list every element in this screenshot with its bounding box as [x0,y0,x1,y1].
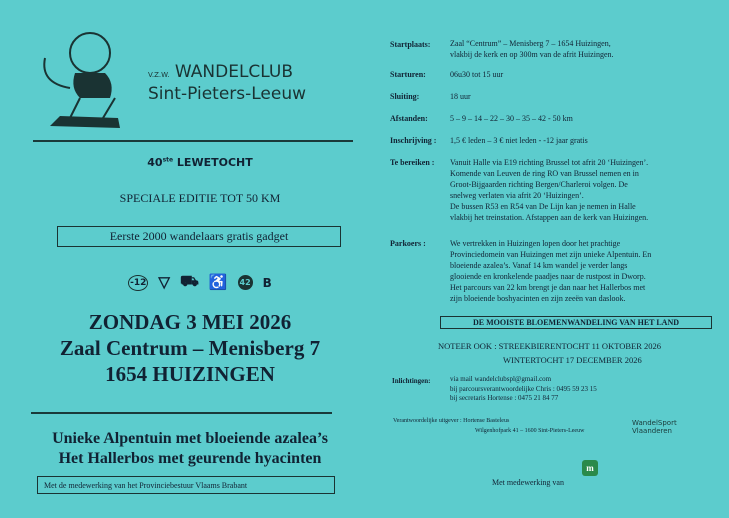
inlichtingen-value [450,375,597,404]
highlights [20,429,360,469]
edition-suffix: ste [162,156,174,164]
bereiken-value [450,157,720,223]
award-42-icon: 42 [238,275,253,290]
special-edition: SPECIALE EDITIE TOT 50 KM [119,191,281,205]
club-prefix: V.Z.W. [148,71,170,79]
contact-hortense: bij secretaris Hortense : 0475 21 84 77 [450,394,559,402]
inschrijving-label: Inschrijving : [390,136,437,145]
club-title [148,62,293,82]
lion-logo [40,28,130,133]
startplaats-label: Startplaats: [390,40,431,49]
icon-row [40,273,360,292]
bereiken-label: Te bereiken : [390,158,435,167]
text-line: Provinciedomein van Huizingen met zijn unieke Alpentuin. En [450,250,652,259]
parkoers-value [450,238,720,304]
text-line: Het parcours van 22 km brengt je dan naar het Hallerbos met [450,283,646,292]
text-line: glooiende en kronkelende paadjes naar de rustpost in Dworp. [450,272,646,281]
afstanden-label: Afstanden: [390,114,428,123]
sluiting-label: Sluiting: [390,92,420,101]
highlight-hallerbos: Het Hallerbos met geurende hyacinten [58,450,322,467]
inlichtingen-label: Inlichtingen: [392,377,431,385]
text-line: vlakbij het treinstation. Afstappen aan de kerk van Huizingen. [450,213,649,222]
edition-title: LEWETOCHT [176,156,253,169]
wheelchair-icon: ♿ [208,275,228,291]
text-line: vlakbij de kerk en op 300m van de afrit Huizingen. [450,50,614,59]
event-venue: Zaal Centrum – Menisberg 7 [59,336,321,360]
club-town: Sint-Pieters-Leeuw [148,84,307,104]
text-line: zijn bloeiende boshyacinten en zijn zeeën van daslook. [450,294,626,303]
text-line: Groot-Bijgaarden richting Bergen/Charleroi volgen. De [450,180,628,189]
slogan-box: DE MOOISTE BLOEMENWANDELING VAN HET LAND [440,316,712,329]
starturen-label: Starturen: [390,70,426,79]
event-info [20,309,360,387]
divider [33,140,353,142]
parkoers-label: Parkoers : [390,239,426,248]
afstanden-value: 5 – 9 – 14 – 22 – 30 – 35 – 42 - 50 km [450,114,573,123]
sluiting-value: 18 uur [450,92,471,101]
edition-number: 40 [147,156,163,169]
uitgever: Verantwoordelijke uitgever : Hortense Basteleus [393,418,510,424]
text-line: Komende van Leuven de ring RO van Brussel nemen en in [450,169,639,178]
contact-email: via mail wandelclubspl@gmail.com [450,375,552,383]
partner-logo-icon: m [582,460,598,476]
event-city: 1654 HUIZINGEN [105,362,275,386]
stroller-icon: ⛟ [179,274,199,290]
startplaats-value [450,38,720,60]
text-line: Zaal “Centrum” – Menisberg 7 – 1654 Huizingen, [450,39,611,48]
contact-chris: bij parcoursverantwoordelijke Chris : 0495 59 23 15 [450,384,597,393]
event-date: ZONDAG 3 MEI 2026 [88,310,292,334]
gadget-box: Eerste 2000 wandelaars gratis gadget [57,226,341,247]
wandelsport-logo: WandelSport Vlaanderen [632,419,677,435]
medewerking-text: Met medewerking van [492,478,564,487]
text-line: Vanuit Halle via E19 richting Brussel tot afrit 20 ‘Huizingen’. [450,158,649,167]
edition-heading [40,156,360,169]
inschrijving-value: 1,5 € leden – 3 € niet leden - -12 jaar gratis [450,136,588,145]
text-line: De bussen R53 en R54 van De Lijn kan je nemen in Halle [450,202,636,211]
age-minus12-icon: -12 [128,275,148,291]
text-line: snelweg verlaten via afrit 20 ‘Huizingen’. [450,191,584,200]
wintertocht: WINTERTOCHT 17 DECEMBER 2026 [503,355,642,365]
text-line: bloeiende azalea’s. Vanaf 14 km wandel je verder langs [450,261,628,270]
text-line: We vertrekken in Huizingen lopen door het prachtige [450,239,621,248]
club-name: WANDELCLUB [174,62,294,82]
highlight-alpentuin: Unieke Alpentuin met bloeiende azalea’s [52,430,328,447]
uitgever-adres: Wilgenhofpark 41 – 1600 Sint-Pieters-Leeuw [475,428,585,434]
b-house-icon: B [262,275,272,290]
starturen-value: 06u30 tot 15 uur [450,70,504,79]
v-badge-icon: ▽ [158,275,170,291]
province-box: Met de medewerking van het Provinciebestuur Vlaams Brabant [37,476,335,494]
divider [31,412,332,414]
noteer-ook: NOTEER OOK : STREEKBIERENTOCHT 11 OKTOBER 2026 [438,341,662,351]
